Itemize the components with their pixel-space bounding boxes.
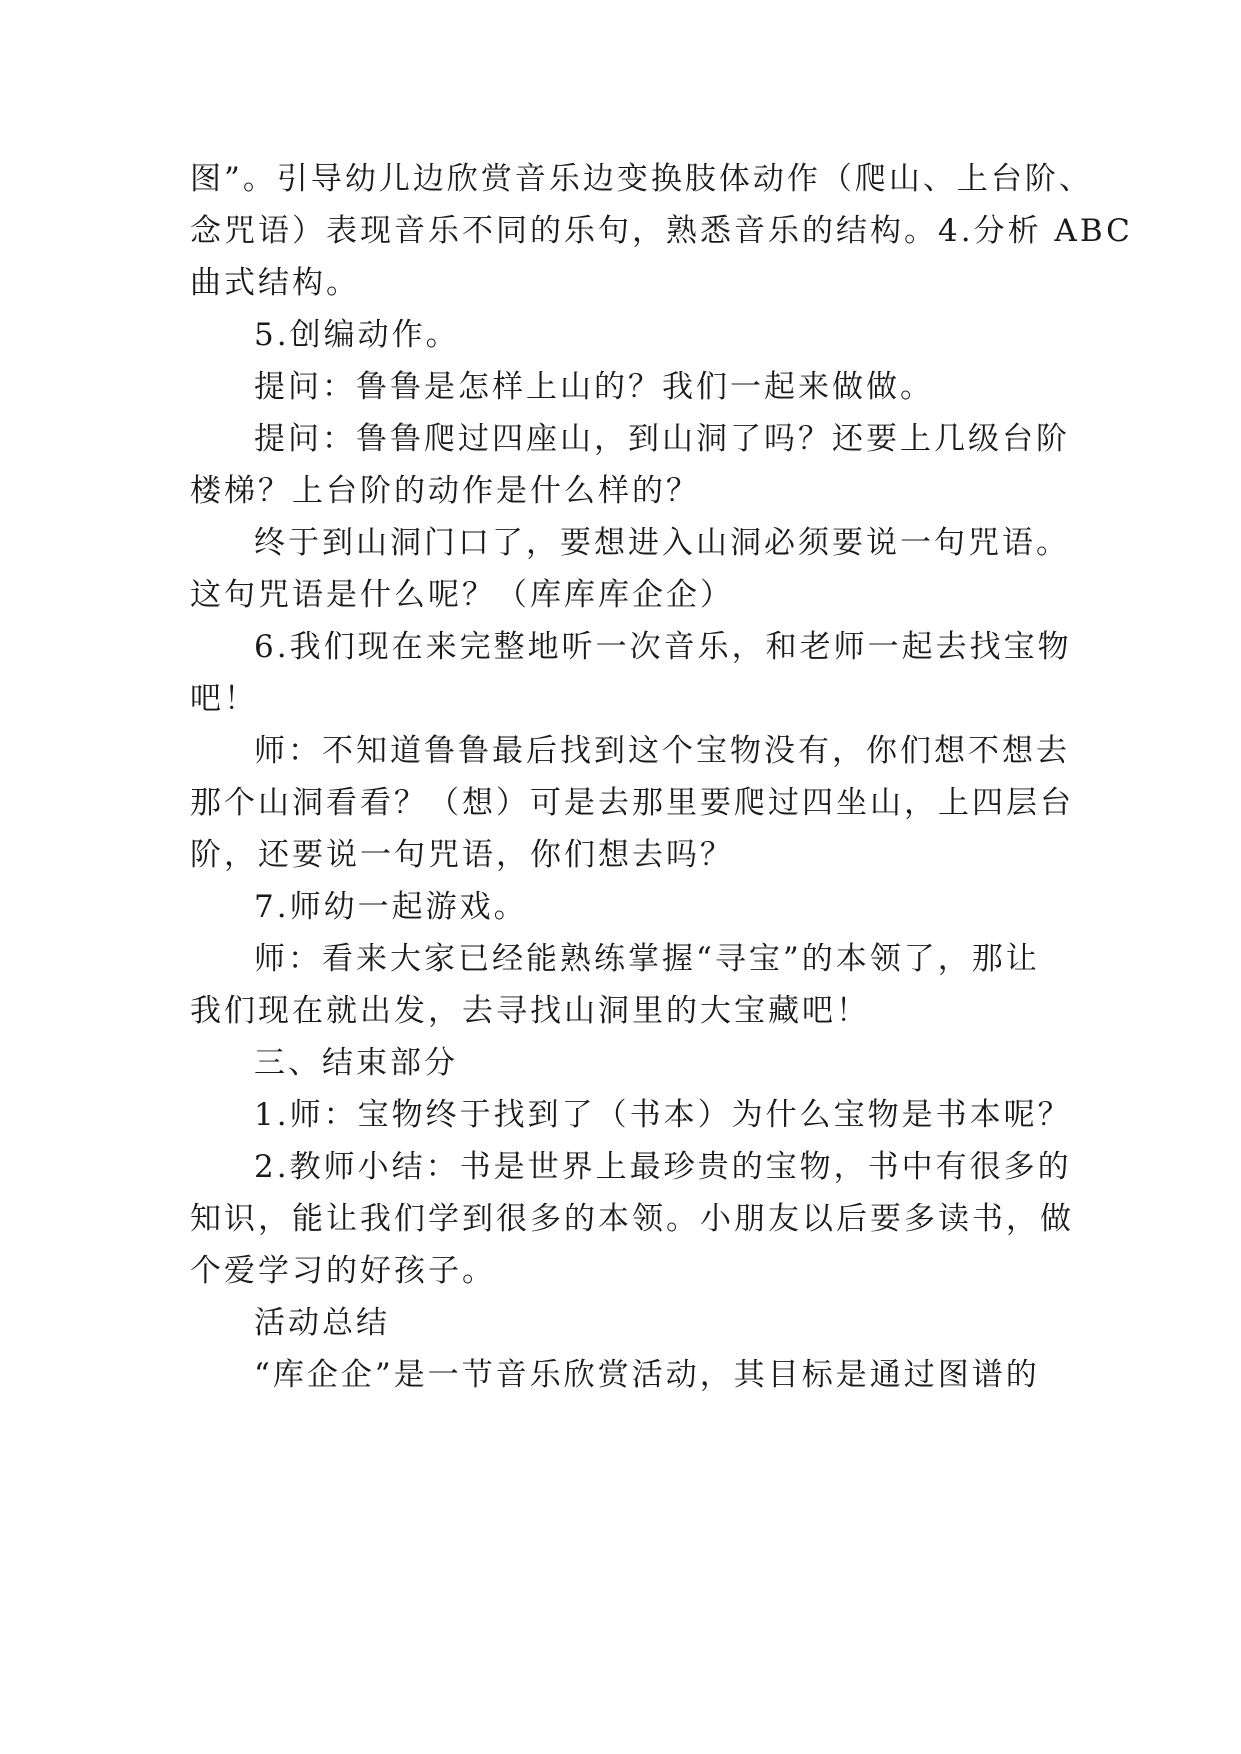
text-line: 师：看来大家已经能熟练掌握“寻宝”的本领了，那让 xyxy=(254,941,1040,977)
text-line: 吧！ xyxy=(190,681,258,717)
text-line: 我们现在就出发，去寻找山洞里的大宝藏吧！ xyxy=(190,993,870,1029)
text-line: 6.我们现在来完整地听一次音乐，和老师一起去找宝物 xyxy=(254,629,1072,665)
text-line: 阶，还要说一句咒语，你们想去吗？ xyxy=(190,837,734,873)
text-line: 师：不知道鲁鲁最后找到这个宝物没有，你们想不想去 xyxy=(254,733,1070,769)
section-heading: 活动总结 xyxy=(254,1305,390,1341)
section-heading: 三、结束部分 xyxy=(254,1045,458,1081)
text-line: 7.师幼一起游戏。 xyxy=(254,889,528,925)
text-line: 图”。引导幼儿边欣赏音乐边变换肢体动作（爬山、上台阶、 xyxy=(190,161,1093,197)
text-line: “库企企”是一节音乐欣赏活动，其目标是通过图谱的 xyxy=(254,1357,1040,1393)
text-line: 提问：鲁鲁是怎样上山的？我们一起来做做。 xyxy=(254,369,934,405)
text-line: 提问：鲁鲁爬过四座山，到山洞了吗？还要上几级台阶 xyxy=(254,421,1070,457)
text-line: 曲式结构。 xyxy=(190,265,360,301)
text-line: 终于到山洞门口了，要想进入山洞必须要说一句咒语。 xyxy=(254,525,1070,561)
text-line: 楼梯？上台阶的动作是什么样的？ xyxy=(190,473,700,509)
text-line: 1.师：宝物终于找到了（书本）为什么宝物是书本呢？ xyxy=(254,1097,1072,1133)
text-line: 个爱学习的好孩子。 xyxy=(190,1253,496,1289)
text-line: 这句咒语是什么呢？（库库库企企） xyxy=(190,577,734,613)
text-line: 那个山洞看看？（想）可是去那里要爬过四坐山，上四层台 xyxy=(190,785,1074,821)
text-line: 2.教师小结：书是世界上最珍贵的宝物，书中有很多的 xyxy=(254,1149,1072,1185)
text-line: 5.创编动作。 xyxy=(254,317,460,353)
text-line: 念咒语）表现音乐不同的乐句，熟悉音乐的结构。4.分析 ABC xyxy=(190,213,1133,249)
text-line: 知识，能让我们学到很多的本领。小朋友以后要多读书，做 xyxy=(190,1201,1074,1237)
